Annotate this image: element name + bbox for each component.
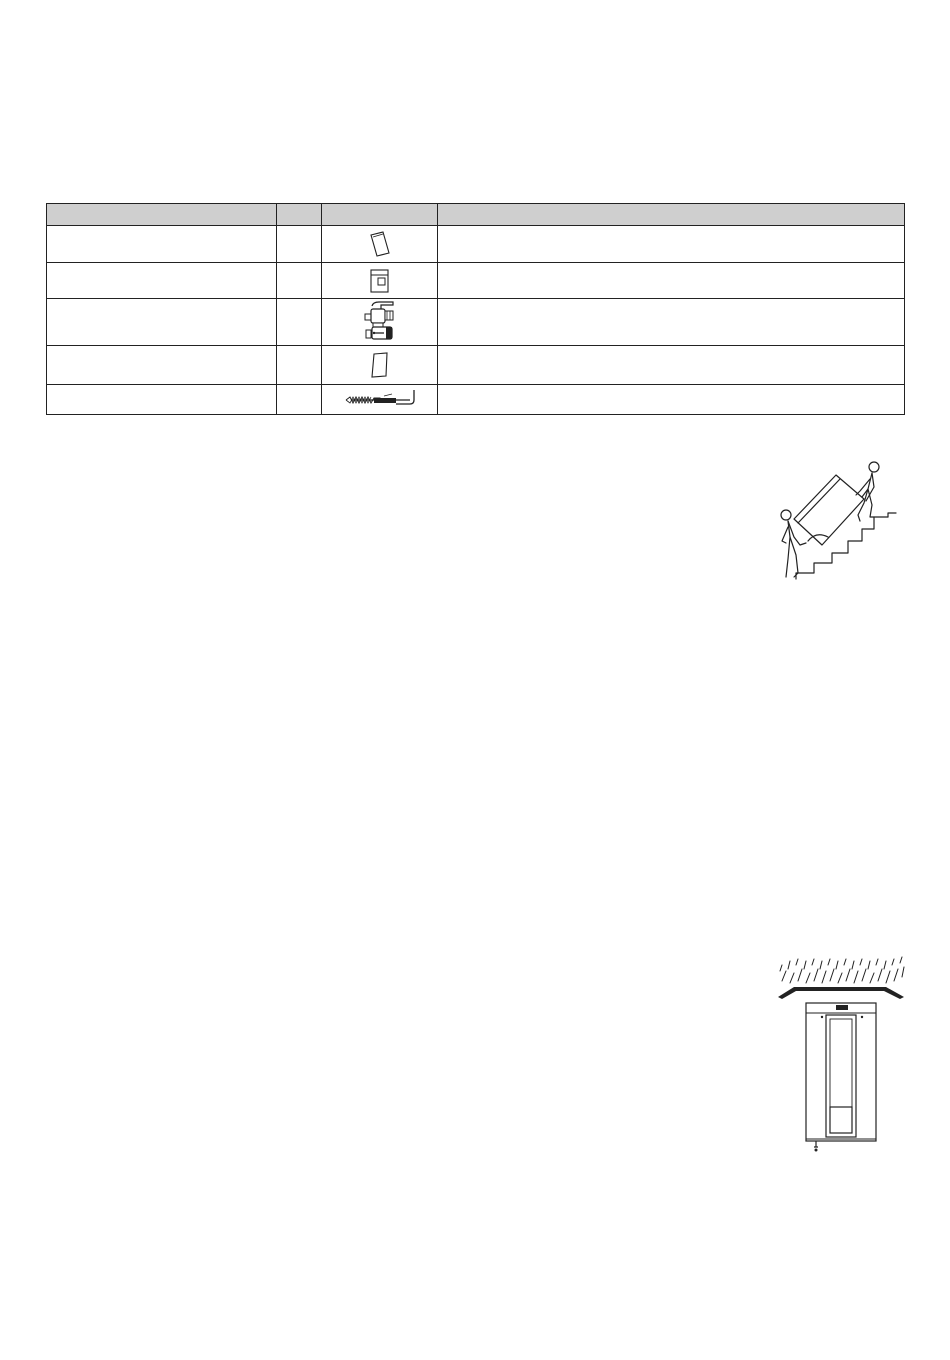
table-row — [47, 226, 905, 263]
carrying-figure — [776, 455, 902, 581]
cell-picture — [322, 299, 438, 346]
header-name — [47, 204, 277, 226]
wall-anchor-bolt-icon — [340, 388, 420, 412]
cell-name — [47, 226, 277, 263]
cell-qty — [277, 385, 322, 415]
cell-picture — [322, 385, 438, 415]
cell-name — [47, 346, 277, 385]
cell-picture — [322, 346, 438, 385]
cell-picture — [322, 263, 438, 299]
cell-qty — [277, 346, 322, 385]
cell-notes — [438, 226, 905, 263]
cell-notes — [438, 263, 905, 299]
warranty-card-icon — [367, 267, 393, 295]
table-header-row — [47, 204, 905, 226]
cell-picture — [322, 226, 438, 263]
safety-valve-icon — [359, 300, 401, 344]
header-picture — [322, 204, 438, 226]
cell-notes — [438, 299, 905, 346]
cell-qty — [277, 226, 322, 263]
header-notes — [438, 204, 905, 226]
manual-booklet-icon — [365, 229, 395, 259]
cell-name — [47, 263, 277, 299]
outdoor-figure — [776, 955, 906, 1155]
accessories-table — [46, 203, 905, 415]
cell-qty — [277, 299, 322, 346]
cell-name — [47, 299, 277, 346]
cell-qty — [277, 263, 322, 299]
table-row — [47, 346, 905, 385]
cell-notes — [438, 385, 905, 415]
heater-under-rain-shelter-icon — [776, 955, 906, 1155]
table-row — [47, 263, 905, 299]
leaflet-sheet-icon — [367, 350, 393, 380]
cell-name — [47, 385, 277, 415]
two-people-carrying-heater-up-stairs-icon — [776, 455, 902, 581]
table-row — [47, 299, 905, 346]
header-qty — [277, 204, 322, 226]
cell-notes — [438, 346, 905, 385]
table-row — [47, 385, 905, 415]
